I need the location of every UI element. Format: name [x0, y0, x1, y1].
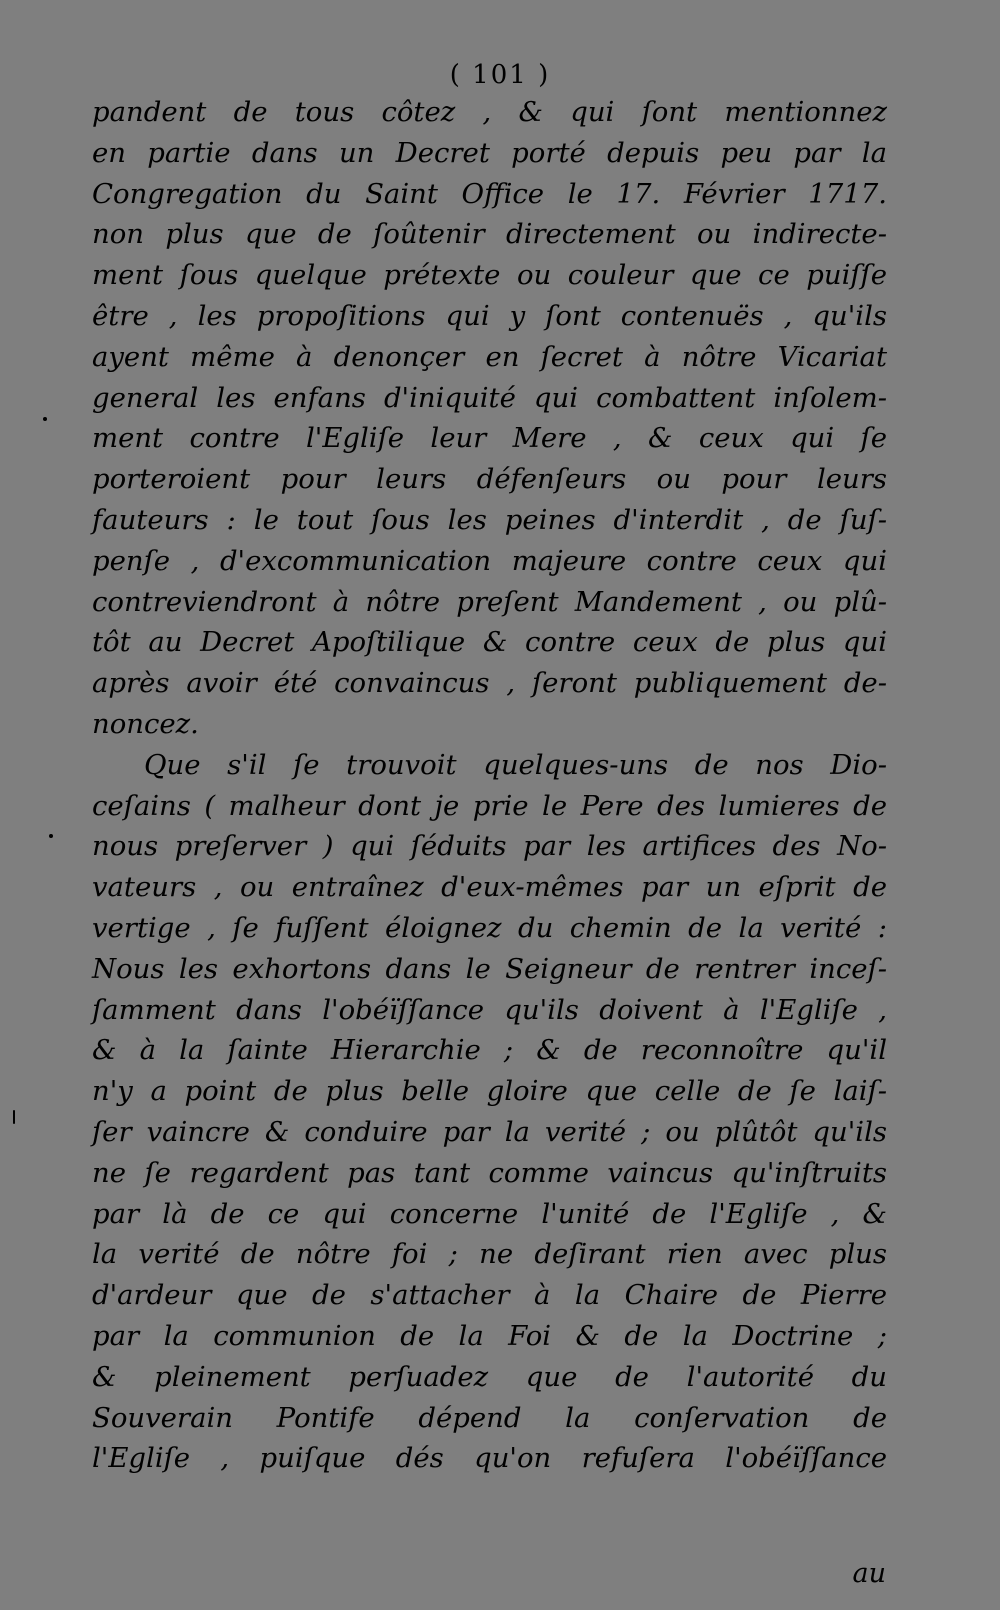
text-line: porteroient pour leurs défenſeurs ou pour leurs [92, 463, 887, 496]
text-line: penſe , d'excommunication majeure contre ceux qui [92, 544, 887, 577]
text-line: tôt au Decret Apoſtilique & contre ceux de plus qui [92, 626, 887, 659]
text-line: general les enfans d'iniquité qui combattent inſolem- [92, 381, 887, 414]
text-line: & pleinement perſuadez que de l'autorité du [92, 1360, 887, 1393]
page-number: ( 101 ) [449, 60, 551, 90]
ink-speck [13, 1110, 15, 1124]
text-line: d'ardeur que de s'attacher à la Chaire de Pierre [92, 1279, 887, 1312]
paragraph-start-line: Que s'il ſe trouvoit quelques-uns de nos Dio- [144, 748, 887, 781]
text-line: par la communion de la Foi & de la Doctrine ; [92, 1319, 887, 1352]
text-line: contreviendront à nôtre preſent Mandement , ou plû- [92, 585, 887, 618]
text-line: ſamment dans l'obéïſſance qu'ils doivent à l'Egliſe , [92, 993, 887, 1026]
text-line: nous preſerver ) qui ſéduits par les artifices des No- [92, 830, 887, 863]
text-line: l'Egliſe , puiſque dés qu'on refuſera l'obéïſſance [92, 1442, 887, 1475]
text-line: être , les propoſitions qui y ſont contenuës , qu'ils [92, 299, 887, 332]
text-line: vateurs , ou entraînez d'eux-mêmes par un eſprit de [92, 871, 887, 904]
ink-speck [43, 417, 47, 421]
text-line: ayent même à denonçer en ſecret à nôtre Vicariat [92, 340, 887, 373]
text-line: Souverain Pontife dépend la conſervation de [92, 1401, 887, 1434]
text-line: Nous les exhortons dans le Seigneur de rentrer inceſ- [92, 952, 887, 985]
text-line: & à la ſainte Hierarchie ; & de reconnoître qu'il [92, 1034, 887, 1067]
text-line: noncez. [92, 707, 199, 740]
text-line: la verité de nôtre foi ; ne deſirant rien avec plus [92, 1238, 887, 1271]
text-line: ſer vaincre & conduire par la verité ; ou plûtôt qu'ils [92, 1115, 887, 1148]
text-line: ment ſous quelque prétexte ou couleur que ce puiſſe [92, 259, 887, 292]
text-line: pandent de tous côtez , & qui ſont mentionnez [92, 96, 887, 128]
ink-speck [49, 834, 53, 838]
text-line: en partie dans un Decret porté depuis peu par la [92, 136, 887, 169]
text-line: vertige , ſe fuſſent éloignez du chemin de la verité : [92, 911, 887, 944]
body-text [92, 92, 887, 1479]
text-line: par là de ce qui concerne l'unité de l'Egliſe , & [92, 1197, 887, 1230]
text-line: fauteurs : le tout ſous les peines d'interdit , de ſuſ- [92, 503, 887, 536]
catchword: au [852, 1558, 886, 1589]
text-line: ment contre l'Egliſe leur Mere , & ceux qui ſe [92, 422, 887, 455]
text-line: après avoir été convaincus , ſeront publiquement de- [92, 667, 887, 700]
text-line: ne ſe regardent pas tant comme vaincus qu'inſtruits [92, 1156, 887, 1189]
text-line: Congregation du Saint Office le 17. Février 1717. [92, 177, 887, 210]
text-line: n'y a point de plus belle gloire que celle de ſe laiſ- [92, 1075, 887, 1108]
text-line: non plus que de ſoûtenir directement ou indirecte- [92, 218, 887, 251]
text-line: ceſains ( malheur dont je prie le Pere des lumieres de [92, 789, 887, 822]
